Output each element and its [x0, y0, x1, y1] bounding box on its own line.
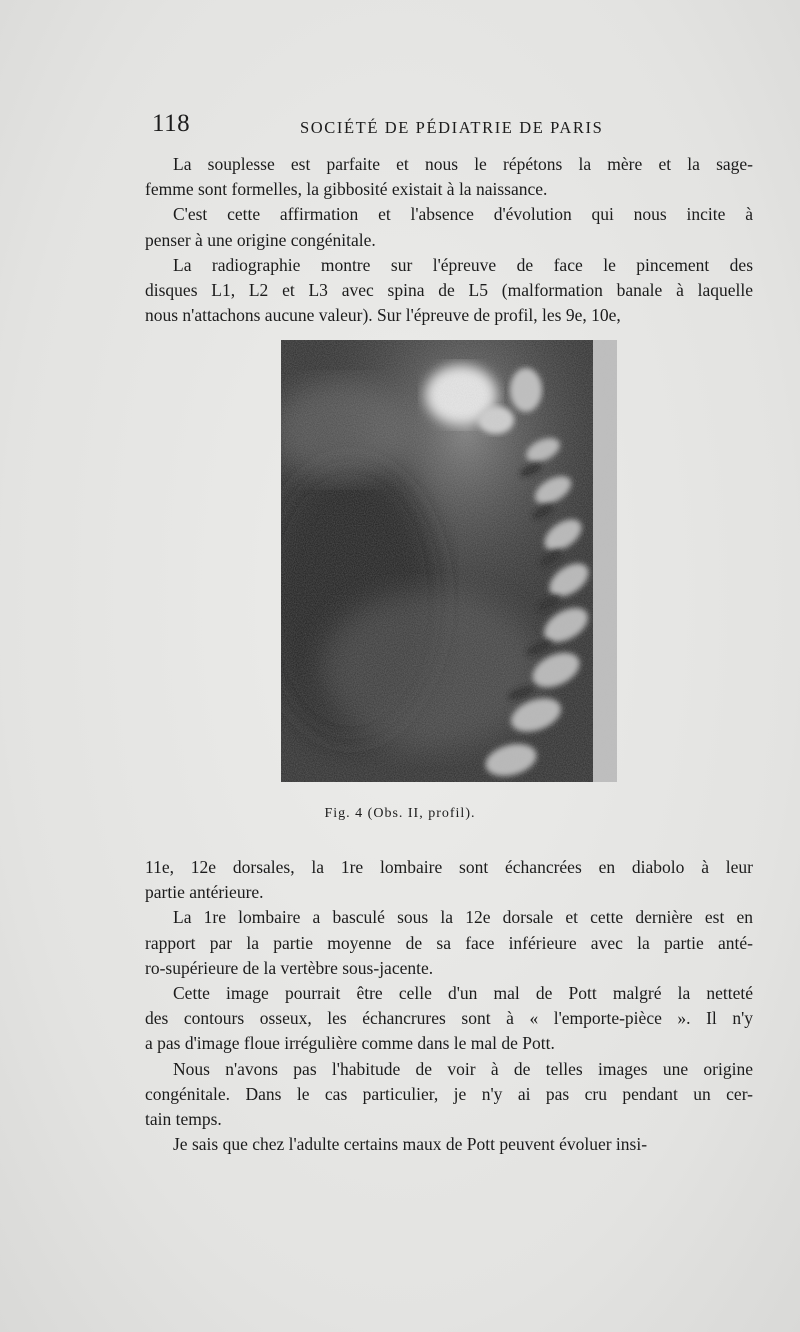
text-line: femme sont formelles, la gibbosité existait à la naissance.	[145, 179, 548, 200]
page-header	[150, 110, 756, 144]
text-line: penser à une origine congénitale.	[145, 229, 376, 250]
page-number: 118	[152, 110, 191, 137]
text-line: Je sais que chez l'adulte certains maux de Pott peuvent évoluer insi-	[173, 1134, 648, 1155]
text-line: rapport par la partie moyenne de sa face inférieure avec la partie anté-	[145, 932, 753, 953]
radiograph-figure	[281, 340, 617, 782]
text-line: nous n'attachons aucune valeur). Sur l'épreuve de profil, les 9e, 10e,	[145, 305, 621, 326]
text-line: des contours osseux, les échancrures sont à « l'emporte-pièce ». Il n'y	[145, 1008, 753, 1029]
text-line: disques L1, L2 et L3 avec spina de L5 (malformation banale à laquelle	[145, 279, 753, 300]
body-text-top	[145, 152, 753, 328]
text-line: 11e, 12e dorsales, la 1re lombaire sont échancrées en diabolo à leur	[145, 857, 753, 877]
body-text-bottom	[145, 855, 753, 1157]
text-line: congénitale. Dans le cas particulier, je n'y ai pas cru pendant un cer-	[145, 1083, 753, 1104]
text-line: La souplesse est parfaite et nous le répétons la mère et la sage-	[173, 154, 753, 174]
text-line: C'est cette affirmation et l'absence d'évolution qui nous incite à	[173, 204, 753, 225]
text-line: a pas d'image floue irrégulière comme dans le mal de Pott.	[145, 1033, 555, 1054]
text-line: partie antérieure.	[145, 882, 264, 903]
text-line: La 1re lombaire a basculé sous la 12e dorsale et cette dernière est en	[173, 907, 753, 928]
text-line: Cette image pourrait être celle d'un mal de Pott malgré la netteté	[173, 982, 753, 1003]
figure-caption: Fig. 4 (Obs. II, profil).	[324, 806, 476, 821]
text-line: ro-supérieure de la vertèbre sous-jacente.	[145, 957, 434, 978]
text-line: Nous n'avons pas l'habitude de voir à de telles images une origine	[173, 1058, 753, 1079]
running-title: SOCIÉTÉ DE PÉDIATRIE DE PARIS	[300, 118, 604, 137]
text-line: La radiographie montre sur l'épreuve de face le pincement des	[173, 254, 753, 275]
text-line: tain temps.	[145, 1108, 222, 1129]
